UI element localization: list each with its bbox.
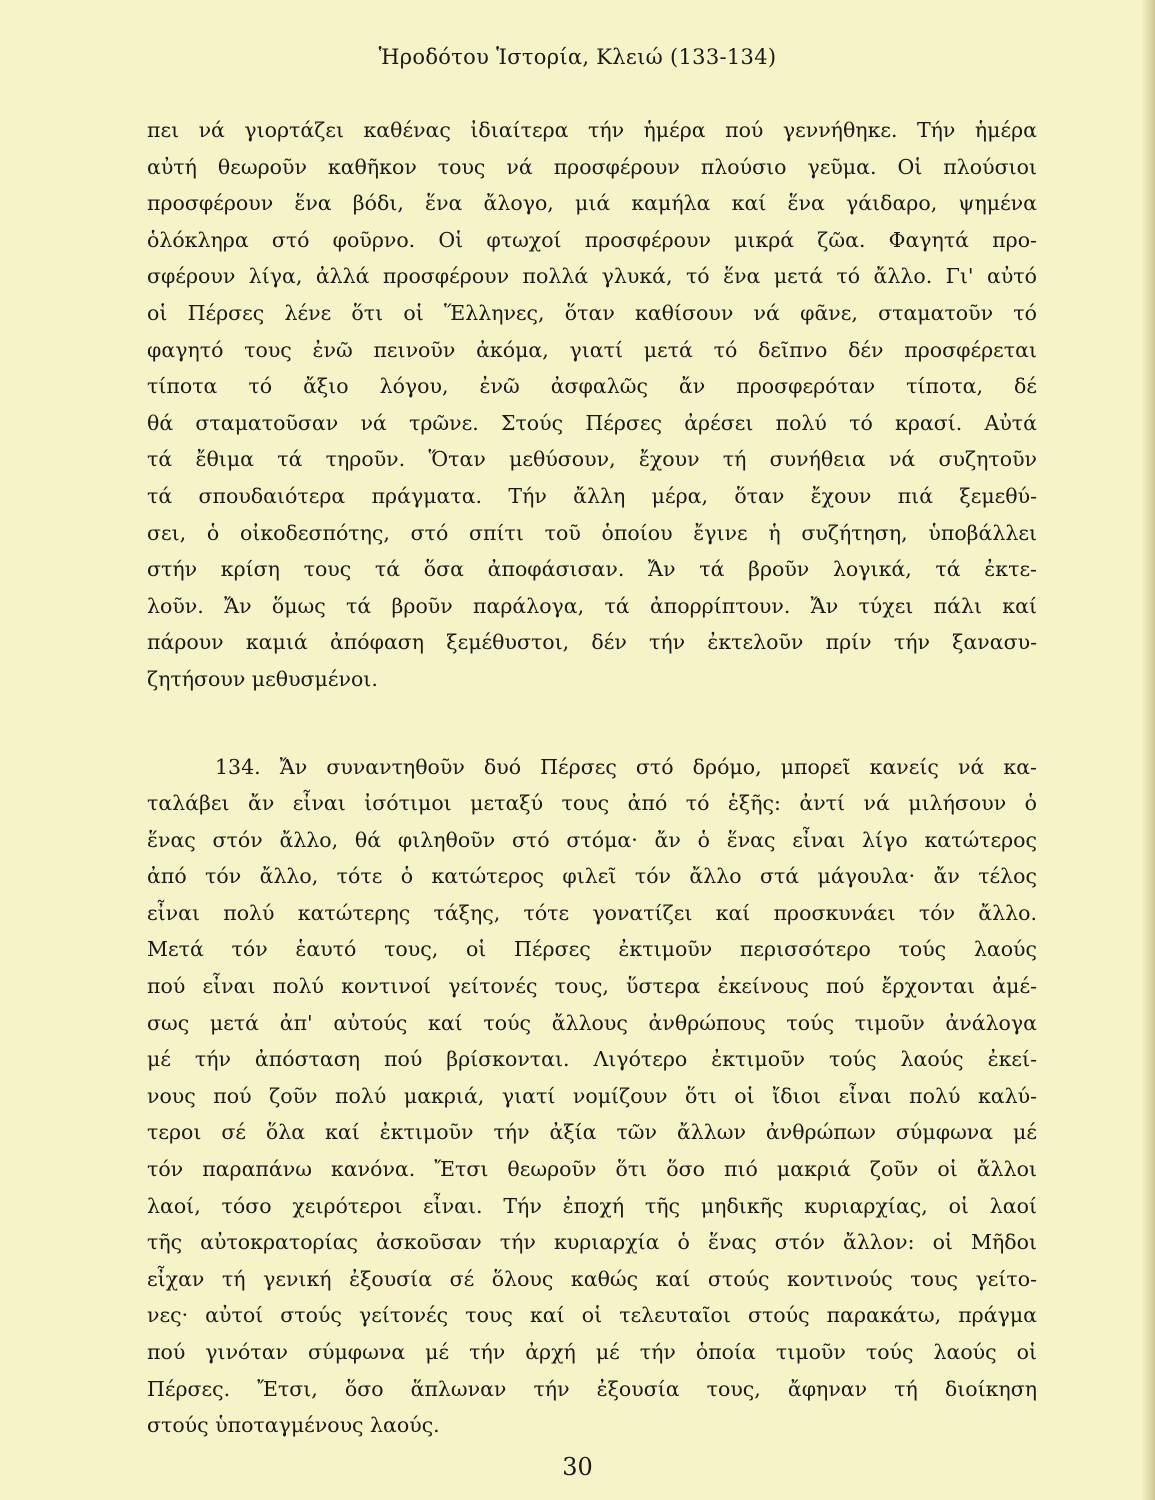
- text-line: μέ τήν ἀπόσταση πού βρίσκονται. Λιγότερο ἐκτιμοῦν τούς λαούς ἐκεί-: [147, 1047, 1037, 1072]
- text-line: πει νά γιορτάζει καθένας ἰδιαίτερα τήν ἡμέρα πού γεννήθηκε. Τήν ἡμέρα: [147, 118, 1037, 142]
- text-line: πού γινόταν σύμφωνα μέ τήν ἀρχή μέ τήν ὁποία τιμοῦν τούς λαούς οἱ: [147, 1340, 1037, 1364]
- paragraph-chapter-133-continuation: [147, 112, 1037, 698]
- paragraph-chapter-134: [147, 749, 1037, 1444]
- text-line: Μετά τόν ἑαυτό τους, οἱ Πέρσες ἐκτιμοῦν περισσότερο τούς λαούς: [147, 937, 1037, 962]
- text-line: στούς ὑποταγμένους λαούς.: [147, 1413, 440, 1438]
- paragraph-gap: [147, 698, 1037, 749]
- text-line: ὁλόκληρα στό φοῦρνο. Οἱ φτωχοί προσφέρουν μικρά ζῶα. Φαγητά προ-: [147, 227, 1037, 252]
- text-line: λοῦν. Ἄν ὅμως τά βροῦν παράλογα, τά ἀπορρίπτουν. Ἄν τύχει πάλι καί: [147, 593, 1037, 618]
- page-body: [147, 112, 1037, 1444]
- text-line: αὐτή θεωροῦν καθῆκον τους νά προσφέρουν πλούσιο γεῦμα. Οἱ πλούσιοι: [147, 154, 1037, 179]
- page-edge: [1141, 0, 1155, 1500]
- text-line: τεροι σέ ὅλα καί ἐκτιμοῦν τήν ἀξία τῶν ἄλλων ἀνθρώπων σύμφωνα μέ: [147, 1120, 1037, 1145]
- text-line: Πέρσες. Ἔτσι, ὅσο ἅπλωναν τήν ἐξουσία τους, ἄφηναν τή διοίκηση: [147, 1376, 1037, 1401]
- text-line: νες· αὐτοί στούς γείτονές τους καί οἱ τελευταῖοι στούς παρακάτω, πράγμα: [147, 1303, 1037, 1328]
- text-line-first: [147, 749, 1037, 786]
- text-line: σφέρουν λίγα, ἀλλά προσφέρουν πολλά γλυκά, τό ἕνα μετά τό ἄλλο. Γι' αὐτό: [147, 264, 1037, 289]
- text-line: οἱ Πέρσες λένε ὅτι οἱ Ἕλληνες, ὅταν καθίσουν νά φᾶνε, σταματοῦν τό: [147, 300, 1037, 325]
- text-line: εἶναι πολύ κατώτερης τάξης, τότε γονατίζει καί προσκυνάει τόν ἄλλο.: [147, 900, 1037, 925]
- text-line: εἶχαν τή γενική ἐξουσία σέ ὅλους καθώς καί στούς κοντινούς τους γείτο-: [147, 1266, 1037, 1291]
- text-line: σως μετά ἀπ' αὐτούς καί τούς ἄλλους ἀνθρώπους τούς τιμοῦν ἀνάλογα: [147, 1010, 1037, 1035]
- text-line: Ἄν συναντηθοῦν δυό Πέρσες στό δρόμο, μπορεῖ κανείς νά κα-: [279, 754, 1037, 779]
- text-line: τῆς αὐτοκρατορίας ἀσκοῦσαν τήν κυριαρχία ὁ ἕνας στόν ἄλλον: οἱ Μῆδοι: [147, 1230, 1037, 1255]
- text-line: φαγητό τους ἐνῶ πεινοῦν ἀκόμα, γιατί μετά τό δεῖπνο δέν προσφέρεται: [147, 337, 1037, 362]
- running-header: Ἡροδότου Ἱστορία, Κλειώ (133-134): [378, 45, 777, 69]
- text-line: τά σπουδαιότερα πράγματα. Τήν ἄλλη μέρα, ὅταν ἔχουν πιά ξεμεθύ-: [147, 483, 1037, 508]
- text-line: προσφέρουν ἕνα βόδι, ἕνα ἄλογο, μιά καμήλα καί ἕνα γάιδαρο, ψημένα: [147, 191, 1037, 216]
- text-line: ἕνας στόν ἄλλο, θά φιληθοῦν στό στόμα· ἄν ὁ ἕνας εἶναι λίγο κατώτερος: [147, 827, 1037, 852]
- text-line: πάρουν καμιά ἀπόφαση ξεμέθυστοι, δέν τήν ἐκτελοῦν πρίν τήν ξανασυ-: [147, 630, 1037, 655]
- text-line: τίποτα τό ἄξιο λόγου, ἐνῶ ἀσφαλῶς ἄν προσφερόταν τίποτα, δέ: [147, 374, 1037, 399]
- text-line: σει, ὁ οἰκοδεσπότης, στό σπίτι τοῦ ὁποίου ἔγινε ἡ συζήτηση, ὑποβάλλει: [147, 520, 1037, 545]
- page-number: 30: [562, 1453, 593, 1481]
- text-line: πού εἶναι πολύ κοντινοί γείτονές τους, ὕστερα ἐκείνους πού ἔρχονται ἀμέ-: [147, 974, 1037, 999]
- text-line: ζητήσουν μεθυσμένοι.: [147, 666, 378, 691]
- text-line: ἀπό τόν ἄλλο, τότε ὁ κατώτερος φιλεῖ τόν ἄλλο στά μάγουλα· ἄν τέλος: [147, 864, 1037, 889]
- text-line: τά ἔθιμα τά τηροῦν. Ὅταν μεθύσουν, ἔχουν τή συνήθεια νά συζητοῦν: [147, 447, 1037, 472]
- text-line: νους πού ζοῦν πολύ μακριά, γιατί νομίζουν ὅτι οἱ ἴδιοι εἶναι πολύ καλύ-: [147, 1083, 1037, 1108]
- chapter-number: 134.: [215, 754, 261, 779]
- text-line: στήν κρίση τους τά ὅσα ἀποφάσισαν. Ἄν τά βροῦν λογικά, τά ἐκτε-: [147, 557, 1037, 582]
- text-line: θά σταματοῦσαν νά τρῶνε. Στούς Πέρσες ἀρέσει πολύ τό κρασί. Αὐτά: [147, 410, 1037, 435]
- text-line: τόν παραπάνω κανόνα. Ἔτσι θεωροῦν ὅτι ὅσο πιό μακριά ζοῦν οἱ ἄλλοι: [147, 1157, 1037, 1182]
- text-line: λαοί, τόσο χειρότεροι εἶναι. Τήν ἐποχή τῆς μηδικῆς κυριαρχίας, οἱ λαοί: [147, 1193, 1037, 1218]
- text-line: ταλάβει ἄν εἶναι ἰσότιμοι μεταξύ τους ἀπό τό ἑξῆς: ἀντί νά μιλήσουν ὁ: [147, 791, 1037, 816]
